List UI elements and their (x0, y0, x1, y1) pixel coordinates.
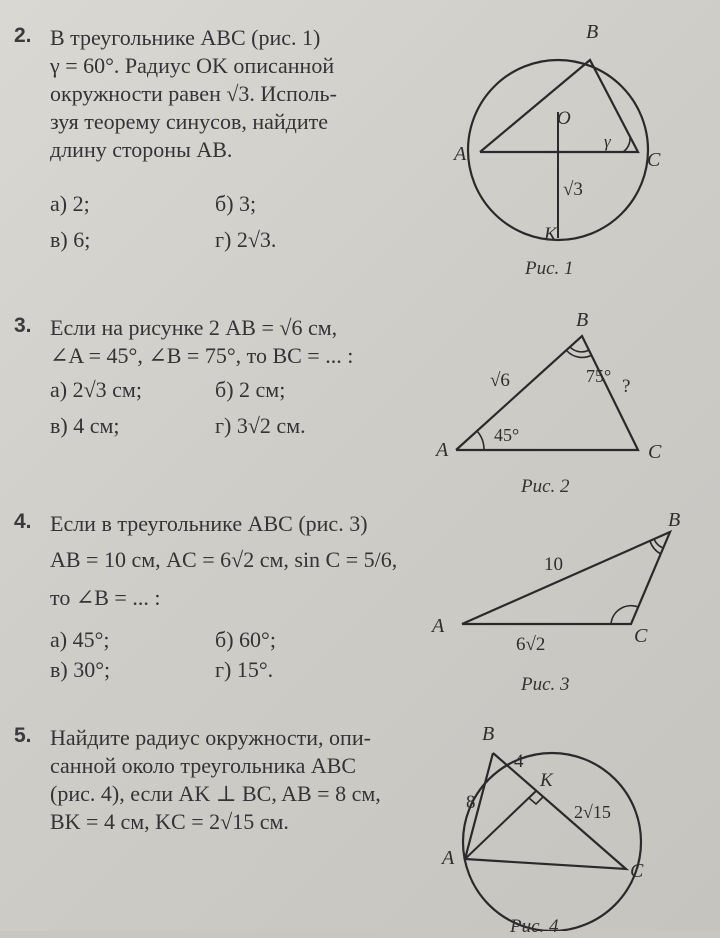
angle-b-arc (654, 539, 663, 548)
label-c: C (634, 625, 648, 647)
task-text (50, 24, 337, 164)
task-line: длину стороны AB. (50, 137, 233, 162)
answer-c: в) 6; (50, 227, 91, 252)
label-b: B (576, 309, 589, 331)
answer-d: г) 3√2 см. (215, 413, 306, 438)
label-a: A (454, 143, 467, 165)
altitude-ak (465, 791, 536, 859)
answer-b: б) 3; (215, 191, 257, 216)
label-c: C (647, 149, 661, 171)
task-line: γ = 60°. Радиус OK описанной (50, 53, 335, 78)
label-bk: 4 (514, 751, 524, 772)
task-text (50, 314, 353, 370)
label-c: C (630, 860, 644, 882)
task-number: 2. (14, 24, 32, 47)
figure-caption: Рис. 3 (521, 674, 570, 695)
label-gamma: γ (604, 132, 611, 151)
label-b: B (586, 21, 599, 43)
task-text (50, 510, 397, 612)
label-ab: √6 (490, 370, 510, 391)
label-k: K (540, 770, 553, 791)
task-line: BK = 4 см, KC = 2√15 см. (50, 809, 289, 834)
label-ab: 10 (544, 554, 563, 575)
answer-a: а) 2√3 см; (50, 377, 142, 402)
answer-c: в) 30°; (50, 657, 111, 682)
label-angle-a: 45° (494, 425, 520, 445)
task-line: (рис. 4), если AK ⊥ BC, AB = 8 см, (50, 781, 381, 806)
task-line: Если в треугольнике ABC (рис. 3) (50, 511, 368, 536)
figure-caption: Рис. 1 (525, 258, 574, 279)
task-line: окружности равен √3. Исполь- (50, 81, 337, 106)
figure-1 (440, 20, 680, 255)
angle-a-arc (477, 431, 484, 450)
figure-4 (438, 720, 698, 931)
answer-b: б) 2 см; (215, 377, 286, 402)
label-k: K (544, 224, 557, 245)
task-number: 5. (14, 724, 32, 747)
label-b: B (668, 509, 681, 531)
figure-2 (430, 308, 690, 468)
task-line: AB = 10 см, AC = 6√2 см, sin C = 5/6, (50, 547, 398, 572)
answer-a: а) 45°; (50, 627, 110, 652)
task-line: Найдите радиус окружности, опи- (50, 725, 371, 750)
label-bc: ? (622, 376, 631, 397)
task-number: 4. (14, 510, 32, 533)
task-line: ∠A = 45°, ∠B = 75°, то BC = ... : (50, 343, 354, 368)
figure-caption: Рис. 4 (510, 916, 559, 937)
task-line: В треугольнике ABC (рис. 1) (50, 25, 321, 50)
answer-b: б) 60°; (215, 627, 276, 652)
task-text (50, 724, 381, 836)
label-a: A (442, 847, 455, 869)
label-a: A (432, 615, 445, 637)
label-c: C (648, 441, 662, 463)
answer-d: г) 15°. (215, 657, 274, 682)
triangle-abc (462, 532, 670, 624)
angle-b-arc (570, 347, 589, 352)
figure-caption: Рис. 2 (521, 476, 570, 497)
task-line: санной около треугольника ABC (50, 753, 357, 778)
task-number: 3. (14, 314, 32, 337)
label-kc: 2√15 (574, 802, 611, 822)
task-line: то ∠B = ... : (50, 585, 161, 610)
figure-3 (426, 504, 696, 664)
label-b: B (482, 723, 495, 745)
triangle-abc (456, 336, 638, 450)
answer-a: а) 2; (50, 191, 90, 216)
label-radius: √3 (563, 179, 583, 200)
label-angle-b: 75° (586, 366, 612, 386)
answer-d: г) 2√3. (215, 227, 277, 252)
label-a: A (436, 439, 449, 461)
angle-gamma-arc (623, 138, 630, 152)
answer-c: в) 4 см; (50, 413, 120, 438)
task-line: Если на рисунке 2 AB = √6 см, (50, 315, 338, 340)
right-angle-mark (529, 797, 543, 804)
task-line: зуя теорему синусов, найдите (50, 109, 328, 134)
label-ac: 6√2 (516, 634, 546, 655)
label-ab: 8 (466, 792, 476, 813)
label-o: O (557, 108, 571, 129)
